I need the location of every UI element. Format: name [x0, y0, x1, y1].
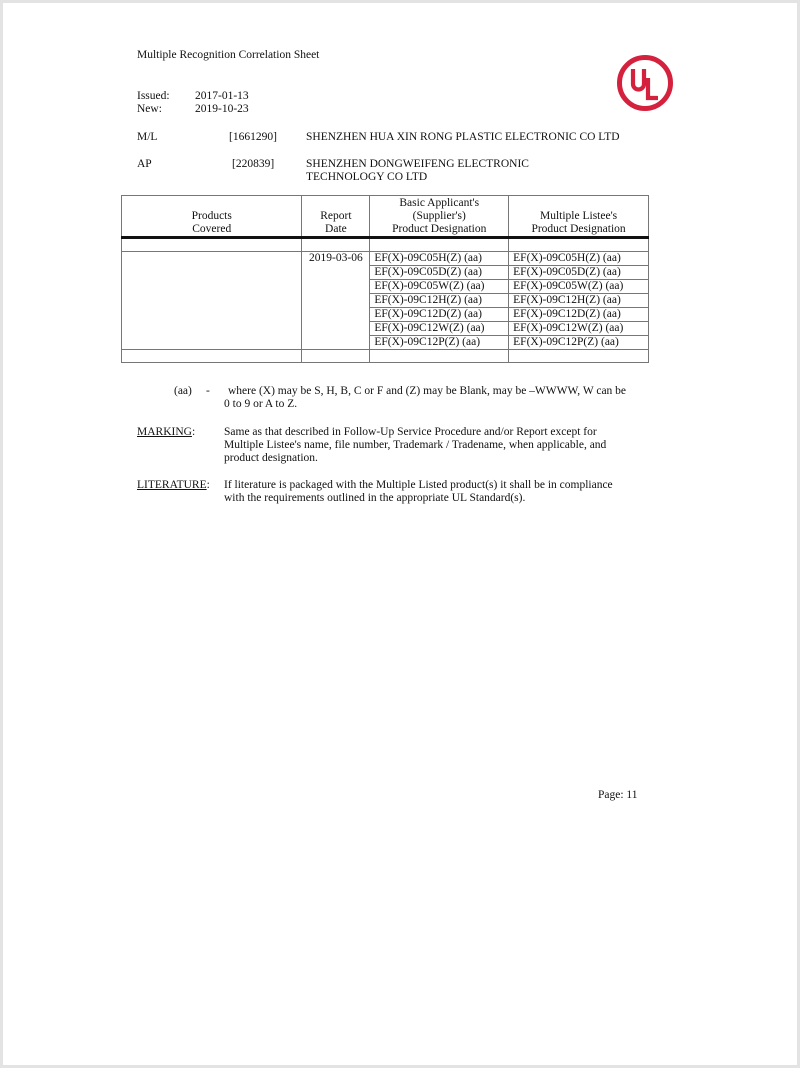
ap-company-name-line2: TECHNOLOGY CO LTD: [306, 171, 428, 183]
ap-file-number: [220839]: [232, 158, 275, 170]
products-covered-cell: [122, 252, 302, 350]
header-basic-applicant-designation: Basic Applicant's (Supplier's) Product Designation: [370, 196, 509, 238]
report-date-cell: 2019-03-06: [302, 252, 370, 350]
ap-label: AP: [137, 158, 152, 170]
header-report-date: Report Date: [302, 196, 370, 238]
listee-designation-cell: EF(X)-09C12P(Z) (aa): [509, 336, 649, 350]
correlation-table: [121, 195, 649, 363]
aa-note-line2: 0 to 9 or A to Z.: [224, 398, 298, 410]
literature-text-line2: with the requirements outlined in the appropriate UL Standard(s).: [224, 492, 526, 504]
listee-designation-cell: EF(X)-09C12H(Z) (aa): [509, 294, 649, 308]
aa-note-line1: where (X) may be S, H, B, C or F and (Z) may be Blank, may be –WWWW, W can be: [228, 385, 627, 397]
marking-text-line2: Multiple Listee's name, file number, Trademark / Tradename, when applicable, and: [224, 439, 607, 451]
ul-logo-icon: [616, 54, 674, 112]
listee-designation-cell: EF(X)-09C12D(Z) (aa): [509, 308, 649, 322]
literature-label: LITERATURE:: [137, 479, 210, 491]
basic-designation-cell: EF(X)-09C05D(Z) (aa): [370, 266, 509, 280]
ml-company-name: SHENZHEN HUA XIN RONG PLASTIC ELECTRONIC CO LTD: [306, 131, 620, 143]
basic-designation-cell: EF(X)-09C12P(Z) (aa): [370, 336, 509, 350]
table-row: [122, 252, 649, 266]
table-row-empty: [122, 238, 649, 252]
page-number: Page: 11: [598, 789, 638, 801]
header-multiple-listee-designation: Multiple Listee's Product Designation: [509, 196, 649, 238]
aa-note-label: (aa): [174, 385, 192, 397]
basic-designation-cell: EF(X)-09C12D(Z) (aa): [370, 308, 509, 322]
issued-label: Issued:: [137, 90, 170, 102]
ml-label: M/L: [137, 131, 158, 143]
listee-designation-cell: EF(X)-09C05W(Z) (aa): [509, 280, 649, 294]
new-label: New:: [137, 103, 162, 115]
issued-date: 2017-01-13: [195, 90, 249, 102]
basic-designation-cell: EF(X)-09C05H(Z) (aa): [370, 252, 509, 266]
basic-designation-cell: EF(X)-09C12H(Z) (aa): [370, 294, 509, 308]
table-row-empty: [122, 350, 649, 363]
listee-designation-cell: EF(X)-09C12W(Z) (aa): [509, 322, 649, 336]
marking-label: MARKING:: [137, 426, 196, 438]
basic-designation-cell: EF(X)-09C05W(Z) (aa): [370, 280, 509, 294]
ml-file-number: [1661290]: [229, 131, 277, 143]
listee-designation-cell: EF(X)-09C05H(Z) (aa): [509, 252, 649, 266]
header-products-covered: Products Covered: [122, 196, 302, 238]
marking-text-line3: product designation.: [224, 452, 318, 464]
basic-designation-cell: EF(X)-09C12W(Z) (aa): [370, 322, 509, 336]
listee-designation-cell: EF(X)-09C05D(Z) (aa): [509, 266, 649, 280]
new-date: 2019-10-23: [195, 103, 249, 115]
aa-note-dash: -: [206, 385, 210, 397]
literature-text-line1: If literature is packaged with the Multiple Listed product(s) it shall be in compliance: [224, 479, 613, 491]
document-title: Multiple Recognition Correlation Sheet: [137, 49, 320, 61]
ap-company-name-line1: SHENZHEN DONGWEIFENG ELECTRONIC: [306, 158, 529, 170]
marking-text-line1: Same as that described in Follow-Up Service Procedure and/or Report except for: [224, 426, 597, 438]
table-header-row: [122, 196, 649, 238]
